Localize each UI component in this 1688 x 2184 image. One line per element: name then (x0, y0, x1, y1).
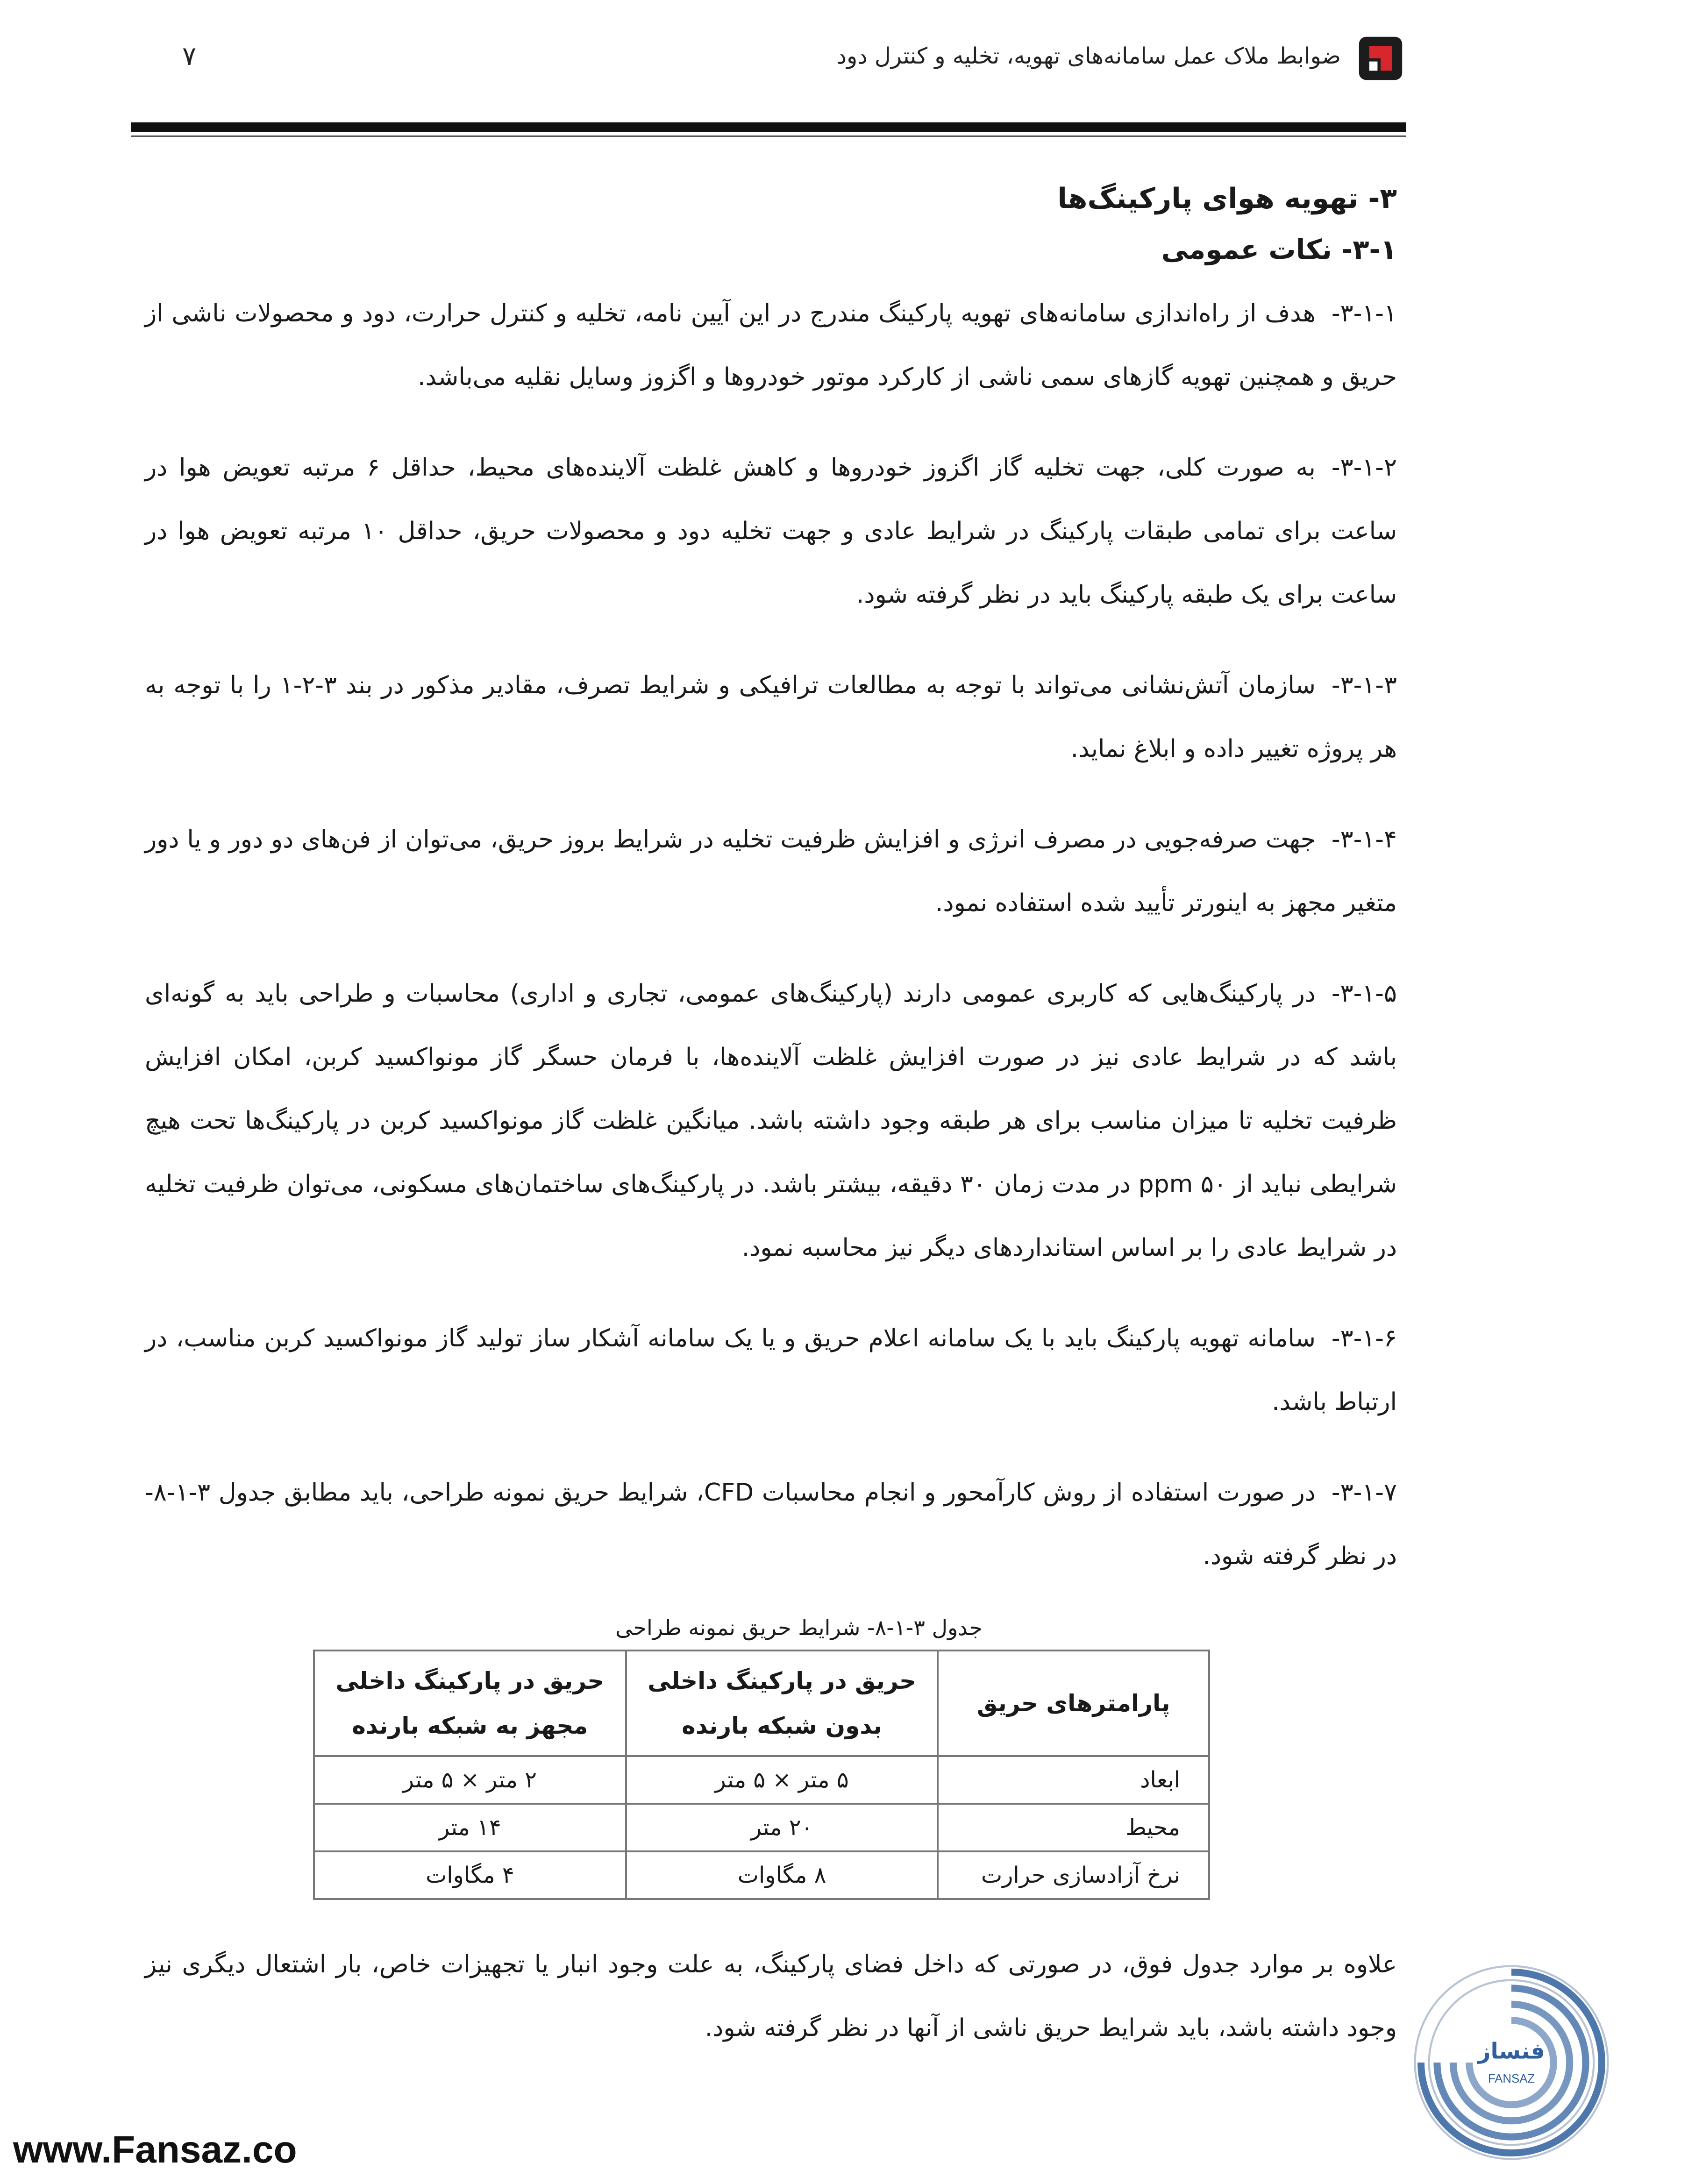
clause-number: ۳-۱-۱- (1331, 299, 1397, 327)
paragraph-text: جهت صرفه‌جویی در مصرف انرژی و افزایش ظرفیت تخلیه در شرایط بروز حریق، می‌توان از فن‌های دو دور و یا دور متغیر مجهز به اینورتر تأیید شده استفاده نمود. (145, 825, 1397, 917)
table-cell: ۲ متر × ۵ متر (314, 1756, 626, 1804)
clause-number: ۳-۱-۳- (1331, 671, 1397, 699)
table-cell: ۱۴ متر (314, 1804, 626, 1851)
paragraph (145, 1461, 1397, 1588)
paragraph (145, 962, 1397, 1280)
table-cell: ابعاد (938, 1756, 1209, 1804)
section-heading: ۳- تهویه هوای پارکینگ‌ها (1057, 182, 1397, 215)
table-header-row (314, 1650, 1209, 1756)
paragraph-text: به صورت کلی، جهت تخلیه گاز اگزوز خودروها و کاهش غلظت آلاینده‌های محیط، حداقل ۶ مرتبه تعویض هوا در ساعت برای تمامی طبقات پارکینگ در شرایط عادی و جهت تخلیه دود و محصولات حریق، حداقل ۱۰ مرتبه تعویض هوا در ساعت برای یک طبقه پارکینگ باید در نظر گرفته شود. (145, 454, 1397, 609)
watermark-name-en: FANSAZ (1488, 2072, 1535, 2085)
table-row (314, 1756, 1209, 1804)
table-cell: ۵ متر × ۵ متر (626, 1756, 938, 1804)
paragraph (145, 1307, 1397, 1434)
fansaz-watermark-logo-icon (1411, 1962, 1612, 2163)
table-cell: ۴ مگاوات (314, 1851, 626, 1899)
paragraph-text: سازمان آتش‌نشانی می‌تواند با توجه به مطالعات ترافیکی و شرایط تصرف، مقادیر مذکور در بند ۳-۲-۱ را با توجه به هر پروژه تغییر داده و ابلاغ نماید. (145, 671, 1397, 763)
column-header: پارامترهای حریق (938, 1650, 1209, 1756)
running-title: ضوابط ملاک عمل سامانه‌های تهویه، تخلیه و کنترل دود (836, 43, 1341, 69)
clause-number: ۳-۱-۴- (1331, 825, 1397, 854)
publisher-logo-icon (1355, 33, 1406, 84)
data-table (313, 1650, 1210, 1900)
clause-number: ۳-۱-۷- (1331, 1479, 1397, 1507)
column-header: حریق در پارکینگ داخلی مجهز به شبکه بارنده (314, 1650, 626, 1756)
paragraph (145, 808, 1397, 935)
clause-number: ۳-۱-۶- (1331, 1324, 1397, 1352)
paragraph-text: هدف از راه‌اندازی سامانه‌های تهویه پارکینگ مندرج در این آیین نامه، تخلیه و کنترل حرارت، دود و محصولات ناشی از حریق و همچنین تهویه گازهای سمی ناشی از کارکرد موتور خودروها و اگزوز وسایل نقلیه می‌باشد. (145, 299, 1397, 391)
footer-website-link[interactable]: www.Fansaz.co (13, 2128, 297, 2171)
paragraph (145, 654, 1397, 781)
table-cell: ۲۰ متر (626, 1804, 938, 1851)
table-cell: محیط (938, 1804, 1209, 1851)
watermark-name-fa: فنساز (1478, 2038, 1545, 2064)
subsection-heading: ۳-۱- نکات عمومی (1161, 234, 1397, 265)
header-divider (131, 122, 1406, 132)
paragraph (145, 436, 1397, 626)
table-row (314, 1851, 1209, 1899)
table-cell: ۸ مگاوات (626, 1851, 938, 1899)
table-row (314, 1804, 1209, 1851)
page-header (131, 33, 1406, 93)
clause-number: ۳-۱-۲- (1331, 454, 1397, 482)
document-body (145, 182, 1397, 2087)
column-header: حریق در پارکینگ داخلی بدون شبکه بارنده (626, 1650, 938, 1756)
paragraph-text: در صورت استفاده از روش کارآمحور و انجام محاسبات CFD، شرایط حریق نمونه طراحی، باید مطابق جدول ۳-۱-۸- در نظر گرفته شود. (145, 1479, 1397, 1570)
closing-paragraph: علاوه بر موارد جدول فوق، در صورتی که داخل فضای پارکینگ، به علت وجود انبار یا تجهیزات خاص، بار اشتعال دیگری نیز وجود داشته باشد، باید شرایط حریق ناشی از آنها در نظر گرفته شود. (145, 1950, 1397, 2042)
page-number: ۷ (182, 41, 197, 71)
header-divider-thin (131, 135, 1406, 137)
paragraph-text: در پارکینگ‌هایی که کاربری عمومی دارند (پارکینگ‌های عمومی، تجاری و اداری) محاسبات و طراحی باید به گونه‌ای باشد که در شرایط عادی نیز در صورت افزایش غلظت آلاینده‌ها، با فرمان حسگر گاز مونواکسید کربن، امکان افزایش ظرفیت تخلیه تا میزان مناسب برای هر طبقه وجود داشته باشد. میانگین غلظت گاز مونواکسید کربن در پارکینگ‌ها تحت هیچ شرایطی نباید از ۵۰ ppm در مدت زمان ۳۰ دقیقه، بیشتر باشد. در پارکینگ‌های ساختمان‌های مسکونی، می‌توان ظرفیت تخلیه در شرایط عادی را بر اساس استانداردهای دیگر نیز محاسبه نمود. (145, 980, 1397, 1262)
clause-number: ۳-۱-۵- (1331, 980, 1397, 1008)
paragraph-text: سامانه تهویه پارکینگ باید با یک سامانه اعلام حریق و یا یک سامانه آشکار ساز تولید گاز مونواکسید کربن مناسب، در ارتباط باشد. (145, 1324, 1397, 1416)
table-cell: نرخ آزادسازی حرارت (938, 1851, 1209, 1899)
fire-parameters-table (313, 1650, 1210, 1900)
table-caption: جدول ۳-۱-۸- شرایط حریق نمونه طراحی (615, 1615, 983, 1640)
paragraph (145, 282, 1397, 409)
